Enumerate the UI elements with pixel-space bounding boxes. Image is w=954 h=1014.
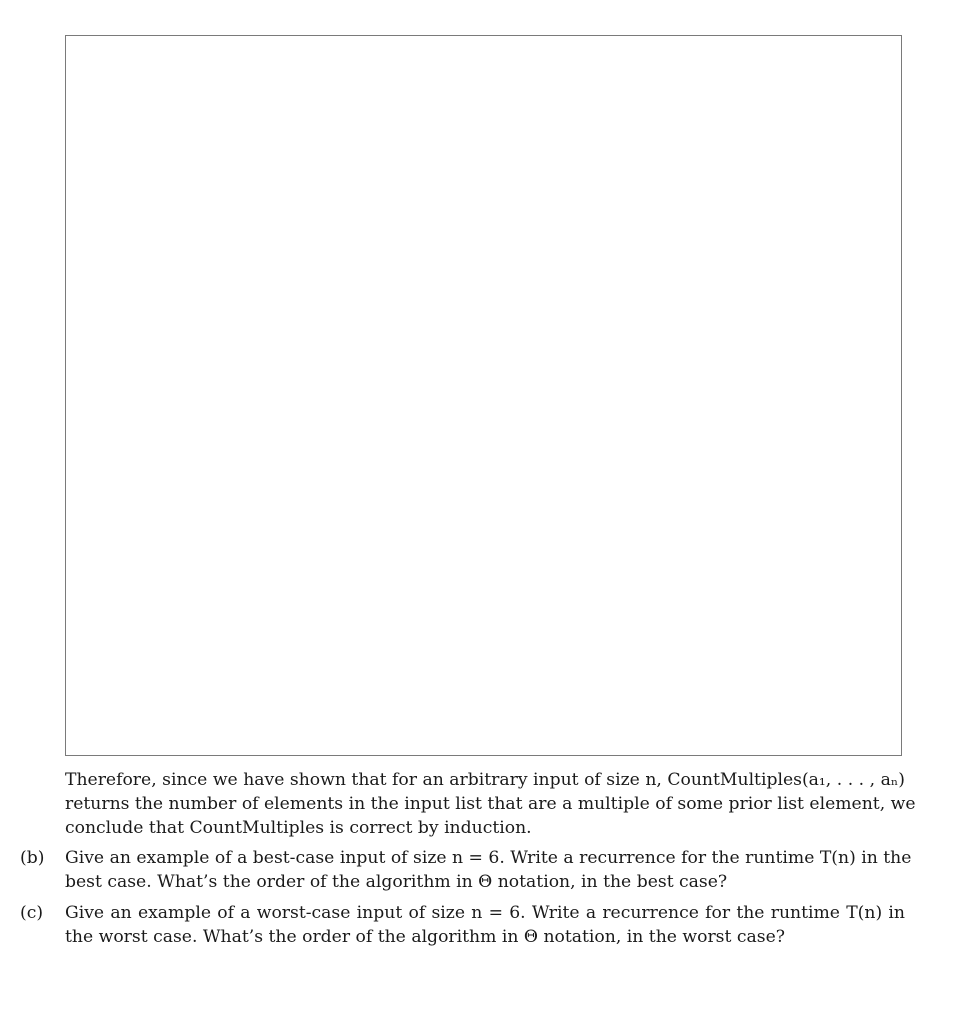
answer-box[interactable] <box>65 35 902 756</box>
question-part-c <box>20 901 905 949</box>
conclusion-line-3: conclude that CountMultiples is correct by induction. <box>65 818 532 838</box>
part-c-line-2: the worst case. What’s the order of the algorithm in Θ notation, in the worst case? <box>65 927 785 947</box>
part-b-line-1: Give an example of a best-case input of size n = 6. Write a recurrence for the runtime T(n) in the <box>65 848 912 868</box>
part-b-text <box>65 846 912 894</box>
conclusion-line-2: returns the number of elements in the input list that are a multiple of some prior list element, we <box>65 794 916 814</box>
question-part-b <box>20 846 912 894</box>
conclusion-paragraph <box>65 768 916 840</box>
part-c-label: (c) <box>20 903 44 923</box>
part-c-text <box>65 901 905 949</box>
part-c-line-1: Give an example of a worst-case input of size n = 6. Write a recurrence for the runtime T(n) in <box>65 903 905 923</box>
part-b-label: (b) <box>20 848 45 868</box>
part-b-line-2: best case. What’s the order of the algorithm in Θ notation, in the best case? <box>65 872 728 892</box>
conclusion-line-1: Therefore, since we have shown that for an arbitrary input of size n, CountMultiples(a₁, . . . , aₙ) <box>65 770 905 790</box>
